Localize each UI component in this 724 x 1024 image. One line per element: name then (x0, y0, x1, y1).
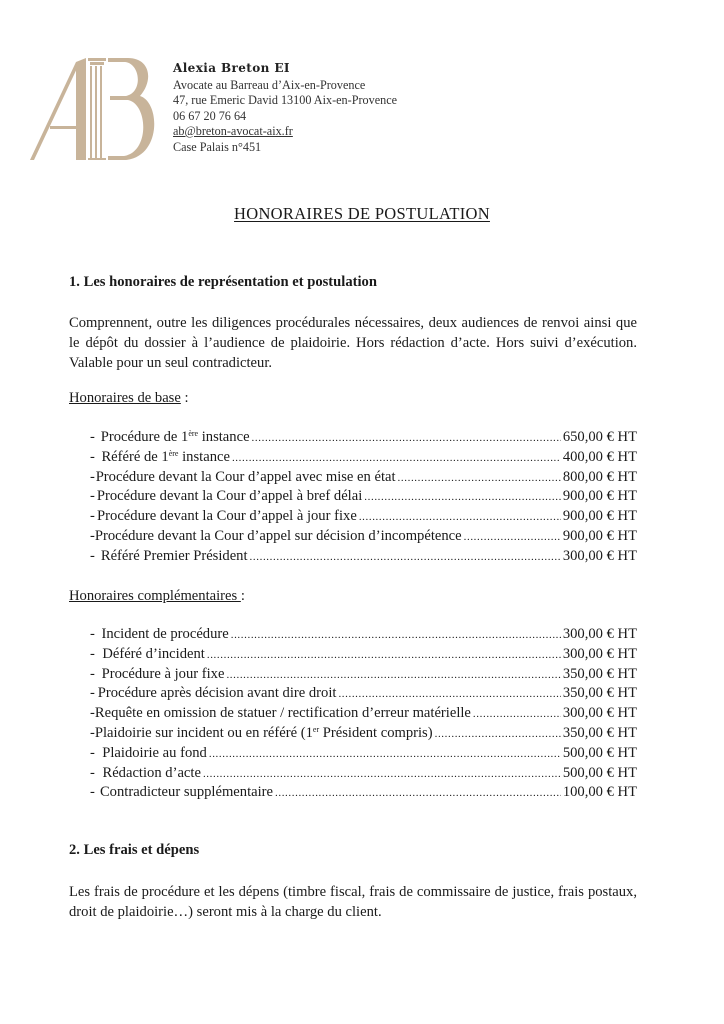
fee-row (69, 646, 637, 666)
document-title: HONORAIRES DE POSTULATION (234, 204, 490, 223)
case-palais: Case Palais n°451 (173, 139, 262, 154)
dot-leader (203, 768, 561, 780)
bullet-dash: - (90, 705, 95, 722)
fee-label: Rédaction d’acte (102, 764, 201, 781)
fee-label: Procédure à jour fixe (101, 665, 225, 682)
fee-row (69, 429, 637, 449)
fee-price: 300,00 € HT (562, 645, 637, 662)
dot-leader (207, 649, 561, 661)
bullet-dash: - (90, 527, 95, 544)
bullet-dash: - (90, 508, 95, 525)
bullet-dash: - (90, 724, 95, 741)
fee-label: Procédure devant la Cour d’appel sur décision d’incompétence (94, 527, 462, 544)
dot-leader (252, 432, 561, 444)
base-fees-label: Honoraires de base : (69, 390, 189, 406)
dot-leader (232, 452, 561, 464)
fee-row (69, 508, 637, 528)
base-fees-list (69, 429, 637, 568)
bullet-dash: - (90, 448, 95, 465)
bullet-dash: - (90, 468, 95, 485)
fee-row (69, 626, 637, 646)
fee-row (69, 705, 637, 725)
fee-price: 350,00 € HT (562, 724, 637, 741)
fee-row (69, 685, 637, 705)
bullet-dash: - (90, 744, 95, 761)
fee-price: 300,00 € HT (562, 626, 637, 642)
fee-row (69, 469, 637, 489)
fee-label: Plaidoirie sur incident ou en référé (1er Président compris) (94, 724, 433, 741)
bullet-dash: - (90, 645, 95, 662)
dot-leader (226, 669, 560, 681)
fee-row (69, 548, 637, 568)
bullet-dash: - (90, 429, 95, 445)
fee-price: 300,00 € HT (562, 547, 637, 564)
fee-row (69, 666, 637, 686)
fee-label: Procédure devant la Cour d’appel avec mise en état (95, 468, 396, 485)
fee-price: 900,00 € HT (562, 508, 637, 525)
fee-label: Requête en omission de statuer / rectification d’erreur matérielle (94, 705, 471, 722)
section-1-paragraph: Comprennent, outre les diligences procédurales nécessaires, deux audiences de renvoi ainsi que le dépôt du dossier à l’audience de plaidoirie. Hors rédaction d’acte. Hors suivi d’exécution. Valable pour un seul contradicteur. (69, 315, 637, 371)
dot-leader (473, 708, 561, 720)
dot-leader (364, 491, 561, 503)
phone: 06 67 20 76 64 (173, 108, 247, 123)
fee-price: 100,00 € HT (562, 784, 637, 801)
complementary-fees-list (69, 626, 637, 804)
dot-leader (398, 472, 561, 484)
dot-leader (338, 688, 560, 700)
fee-price: 400,00 € HT (562, 448, 637, 465)
lawyer-name: Alexia Breton EI (173, 61, 290, 75)
fee-price: 500,00 € HT (562, 764, 637, 781)
bullet-dash: - (90, 764, 95, 781)
fee-label: Procédure devant la Cour d’appel à jour fixe (97, 508, 357, 525)
dot-leader (250, 551, 561, 563)
fee-price: 900,00 € HT (562, 488, 637, 505)
fee-row (69, 449, 637, 469)
bullet-dash: - (90, 626, 95, 642)
fee-row (69, 528, 637, 548)
fee-label: Référé de 1ère instance (101, 448, 230, 465)
bullet-dash: - (90, 784, 95, 801)
fee-label: Plaidoirie au fond (102, 744, 207, 761)
fee-price: 800,00 € HT (562, 468, 637, 485)
dot-leader (359, 511, 561, 523)
fee-price: 500,00 € HT (562, 744, 637, 761)
section-1-heading: 1. Les honoraires de représentation et postulation (69, 274, 377, 290)
fee-label: Procédure de 1ère instance (100, 429, 250, 445)
fee-label: Déféré d’incident (102, 645, 205, 662)
address: 47, rue Emeric David 13100 Aix-en-Provence (173, 93, 398, 107)
fee-row (69, 725, 637, 745)
ab-logo-icon (28, 52, 160, 164)
fee-price: 350,00 € HT (562, 665, 637, 682)
fee-row (69, 745, 637, 765)
complementary-fees-label: Honoraires complémentaires : (69, 588, 245, 604)
dot-leader (231, 629, 561, 641)
dot-leader (275, 787, 561, 799)
section-2-paragraph: Les frais de procédure et les dépens (timbre fiscal, frais de commissaire de justice, frais postaux, droit de plaidoirie…) seront mis à la charge du client. (69, 884, 637, 920)
dot-leader (464, 531, 561, 543)
bullet-dash: - (90, 685, 95, 702)
bullet-dash: - (90, 665, 95, 682)
fee-price: 300,00 € HT (562, 705, 637, 722)
email-link[interactable]: ab@breton-avocat-aix.fr (173, 124, 293, 138)
letterhead (173, 61, 397, 155)
fee-label: Procédure après décision avant dire droit (97, 685, 337, 702)
fee-price: 350,00 € HT (562, 685, 637, 702)
fee-row (69, 784, 637, 804)
bar-affiliation: Avocate au Barreau d’Aix-en-Provence (173, 77, 366, 92)
fee-label: Référé Premier Président (100, 547, 248, 564)
bullet-dash: - (90, 488, 95, 505)
section-2-heading: 2. Les frais et dépens (69, 842, 200, 858)
fee-label: Incident de procédure (101, 626, 229, 642)
fee-price: 900,00 € HT (562, 527, 637, 544)
bullet-dash: - (90, 547, 95, 564)
fee-label: Contradicteur supplémentaire (99, 784, 273, 801)
fee-price: 650,00 € HT (562, 429, 637, 445)
dot-leader (209, 748, 561, 760)
fee-label: Procédure devant la Cour d’appel à bref délai (96, 488, 363, 505)
fee-row (69, 488, 637, 508)
dot-leader (435, 728, 561, 740)
fee-row (69, 765, 637, 785)
